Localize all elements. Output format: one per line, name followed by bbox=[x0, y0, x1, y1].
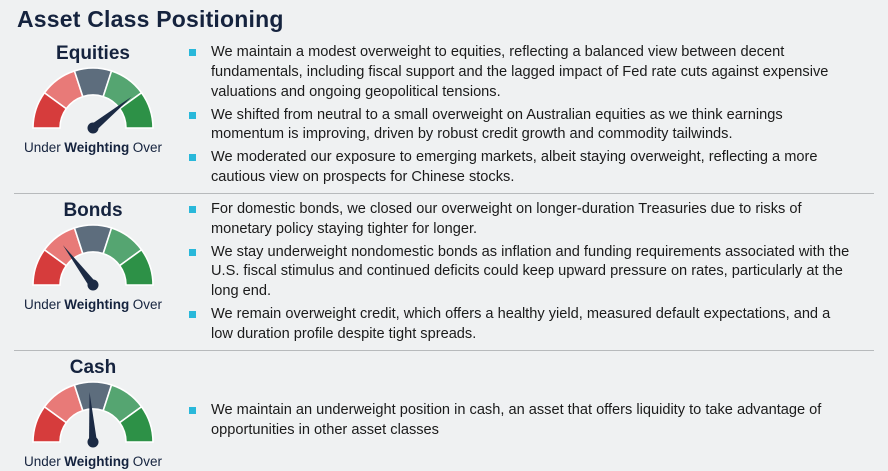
scale-under-label: Under bbox=[24, 453, 61, 469]
scale-over-label: Over bbox=[132, 139, 162, 155]
scale-over-label: Over bbox=[132, 296, 162, 312]
equities-gauge-scale bbox=[24, 140, 162, 155]
equities-gauge-block bbox=[14, 41, 172, 155]
bonds-gauge-scale bbox=[24, 297, 162, 312]
scale-weighting-label: Weighting bbox=[64, 296, 130, 312]
cash-gauge-chart bbox=[24, 380, 162, 452]
gauge-needle-pivot bbox=[88, 279, 99, 290]
cash-bullet-list bbox=[186, 401, 856, 444]
bullet-item: We maintain a modest overweight to equities, reflecting a balanced view between decent fundamentals, including fiscal support and the lagged impact of Fed rate cuts against expensive valuations and ongoing geopolitical tensions. bbox=[186, 43, 856, 103]
equities-gauge-title: Equities bbox=[56, 43, 130, 64]
bonds-commentary bbox=[172, 198, 874, 348]
section-cash bbox=[0, 351, 888, 471]
cash-gauge-block bbox=[14, 355, 172, 469]
bullet-item: We remain overweight credit, which offers a healthy yield, measured default expectations, and a low duration profile despite tight spreads. bbox=[186, 305, 856, 345]
bonds-bullet-list bbox=[186, 200, 856, 345]
bonds-gauge-title: Bonds bbox=[63, 199, 123, 221]
page-title: Asset Class Positioning bbox=[17, 6, 284, 32]
bullet-item: We shifted from neutral to a small overweight on Australian equities as we think earnings momentum is improving, driven by robust credit growth and commodity tailwinds. bbox=[186, 106, 856, 146]
bullet-item: We moderated our exposure to emerging markets, albeit staying overweight, reflecting a more cautious view on prospects for Chinese stocks. bbox=[186, 148, 856, 188]
scale-weighting-label: Weighting bbox=[64, 453, 130, 469]
equities-commentary bbox=[172, 41, 874, 191]
bullet-item: We stay underweight nondomestic bonds as inflation and funding requirements associated with the U.S. fiscal stimulus and continued deficits could keep upward pressure on rates, particularly at the long end. bbox=[186, 243, 856, 303]
bonds-gauge-block bbox=[14, 198, 172, 312]
scale-weighting-label: Weighting bbox=[64, 139, 130, 155]
section-bonds bbox=[0, 194, 888, 350]
scale-over-label: Over bbox=[132, 453, 162, 469]
bullet-item: We maintain an underweight position in cash, an asset that offers liquidity to take advantage of opportunities in other asset classes bbox=[186, 401, 856, 441]
scale-under-label: Under bbox=[24, 296, 61, 312]
cash-commentary bbox=[172, 355, 874, 469]
gauge-needle-pivot bbox=[88, 122, 99, 133]
cash-gauge-scale bbox=[24, 454, 162, 469]
gauge-needle-pivot bbox=[88, 436, 99, 447]
bonds-gauge-chart bbox=[24, 223, 162, 295]
bullet-item: For domestic bonds, we closed our overweight on longer-duration Treasuries due to risks of monetary policy staying tighter for longer. bbox=[186, 200, 856, 240]
equities-gauge-chart bbox=[24, 66, 162, 138]
cash-gauge-title: Cash bbox=[69, 356, 117, 378]
equities-bullet-list bbox=[186, 43, 856, 188]
section-equities bbox=[0, 37, 888, 193]
scale-under-label: Under bbox=[24, 139, 61, 155]
